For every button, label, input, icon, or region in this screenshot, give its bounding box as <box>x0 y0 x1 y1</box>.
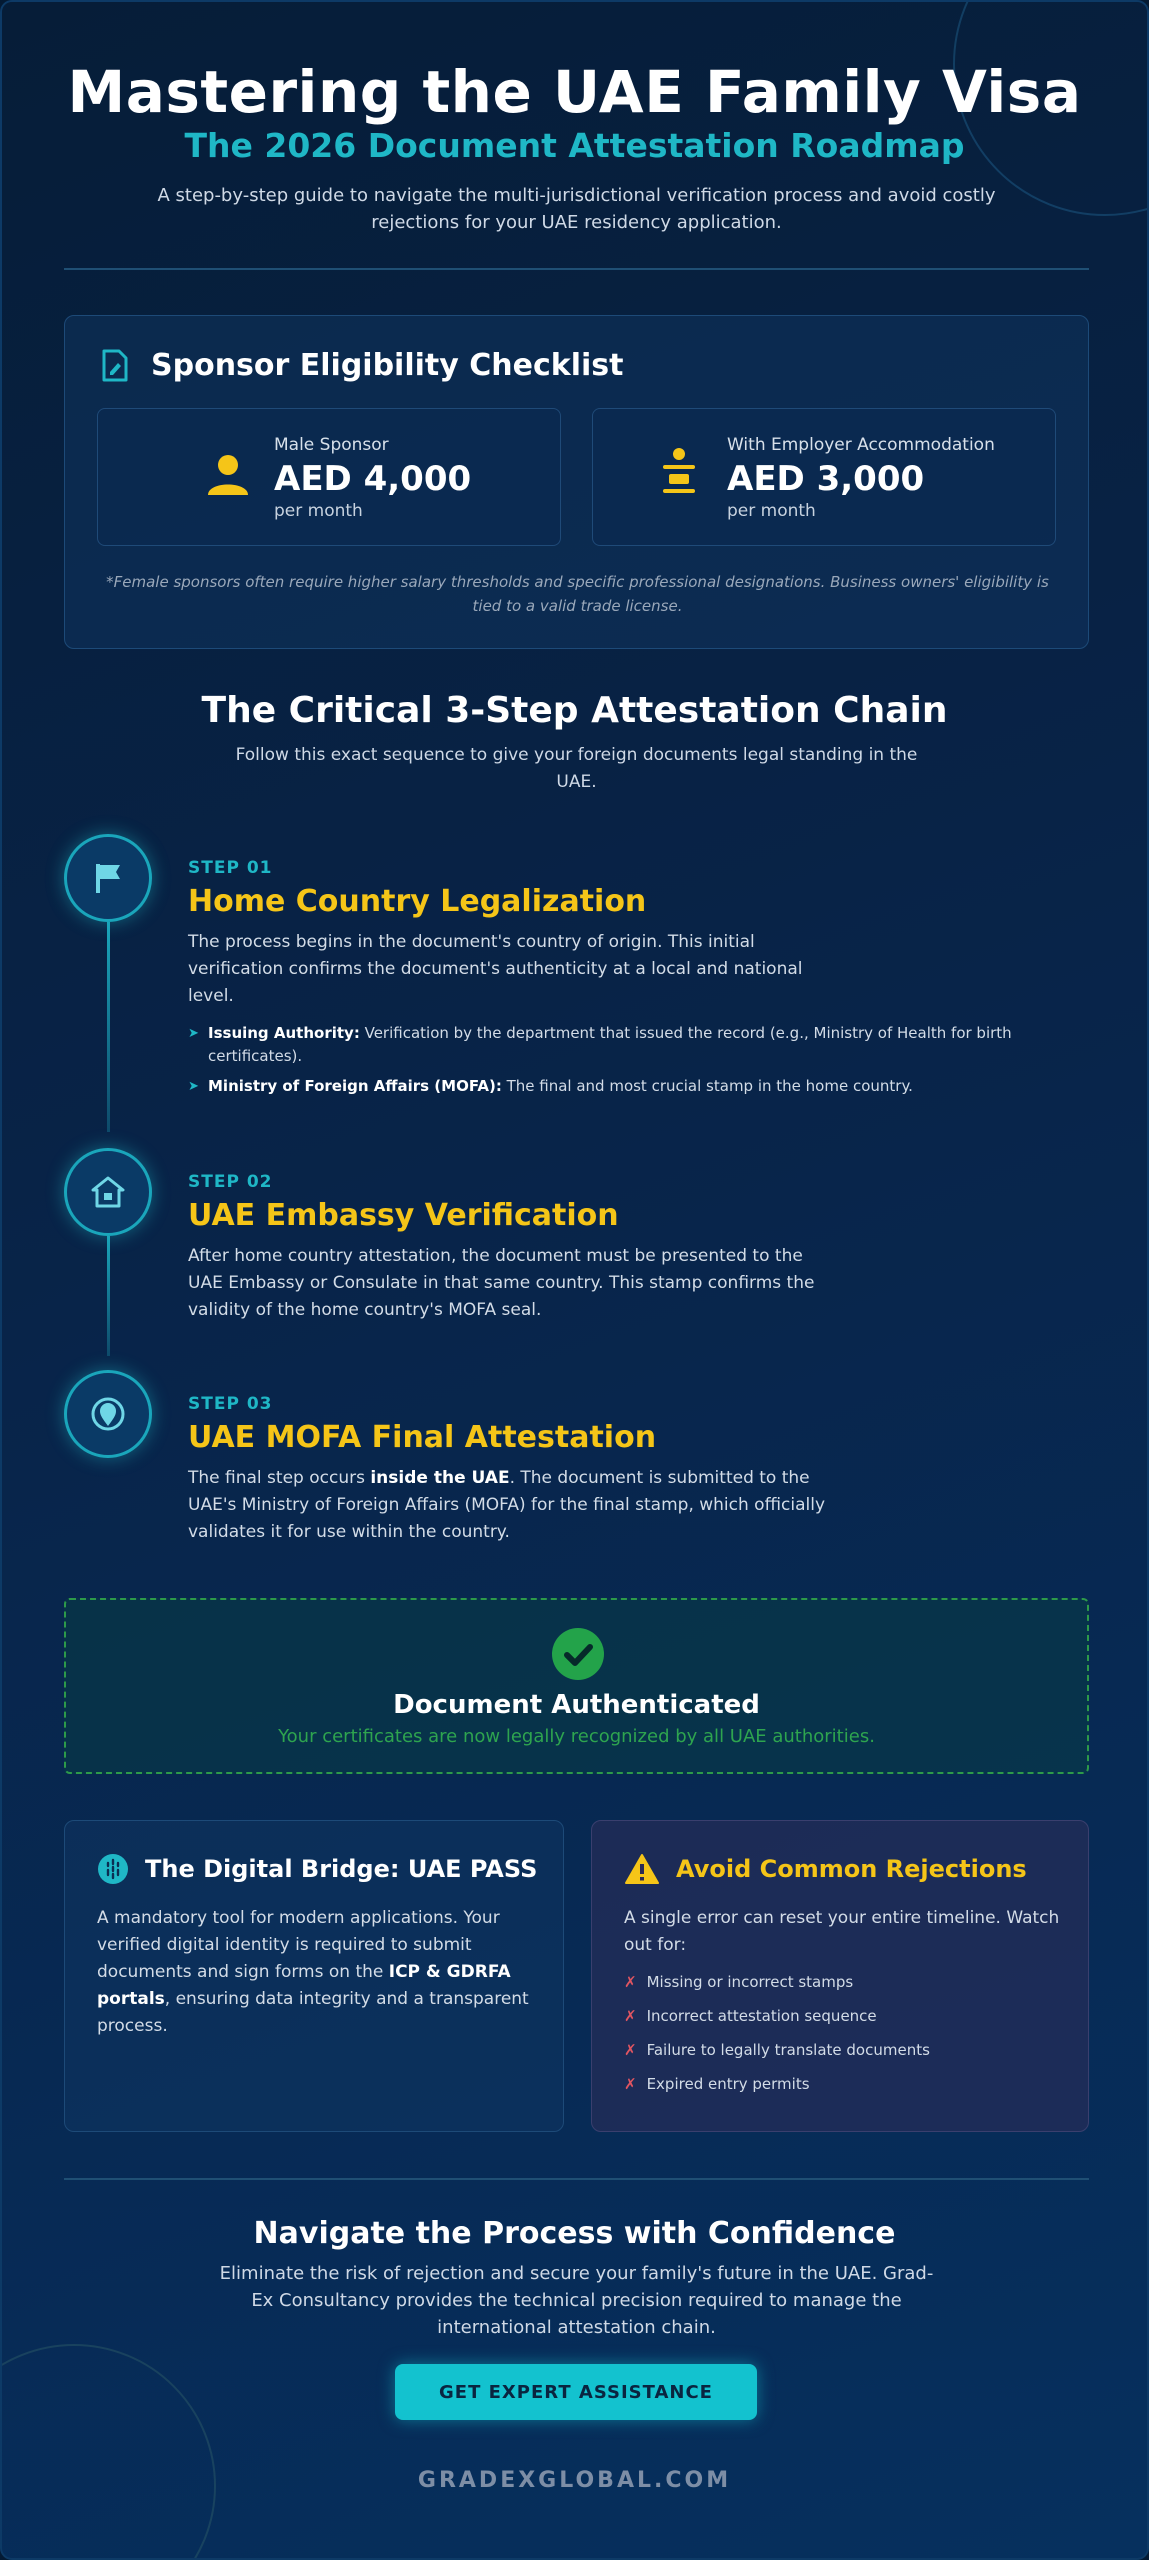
location-pin-icon <box>90 1396 126 1432</box>
step-1-bullets <box>188 1022 1078 1098</box>
authenticated-title: Document Authenticated <box>393 1690 760 1720</box>
sponsor-eligibility-card <box>64 315 1089 649</box>
sponsor-label: With Employer Accommodation <box>727 435 995 455</box>
male-sponsor-box <box>97 408 561 546</box>
timeline-connector <box>107 922 110 1132</box>
page-subtitle: The 2026 Document Attestation Roadmap <box>184 126 965 165</box>
uae-pass-text: , ensuring data integrity and a transparent process. <box>97 1989 529 2036</box>
checklist-title: Sponsor Eligibility Checklist <box>151 348 624 383</box>
cross-icon: ✗ <box>624 2007 637 2025</box>
step-2-marker <box>64 1148 152 1236</box>
page-title: Mastering the UAE Family Visa <box>67 58 1082 126</box>
uae-pass-card <box>64 1820 564 2132</box>
step-description-text: The final step occurs <box>188 1468 371 1488</box>
bullet-text: The final and most crucial stamp in the home country. <box>501 1077 913 1095</box>
bullet-label: Issuing Authority: <box>208 1024 360 1042</box>
timeline-connector <box>107 1236 110 1356</box>
rejections-title: Avoid Common Rejections <box>676 1855 1027 1883</box>
fingerprint-icon <box>97 1853 129 1885</box>
step-title: UAE Embassy Verification <box>188 1198 619 1233</box>
uae-pass-text: A mandatory tool for modern applications. Your verified digital identity is required to submit documents and sign forms on the <box>97 1908 500 1982</box>
list-item <box>624 2039 1064 2061</box>
footer-website[interactable]: GRADEXGLOBAL.COM <box>417 2468 732 2493</box>
step-number: STEP 03 <box>188 1394 273 1414</box>
step-3-marker <box>64 1370 152 1458</box>
check-circle-icon <box>552 1628 604 1680</box>
arrow-icon: ➤ <box>188 1026 199 1041</box>
step-1 <box>188 858 1078 1105</box>
uae-pass-body <box>97 1905 537 2040</box>
bullet-text: Verification by the department that issued the record (e.g., Ministry of Health for birth certificates). <box>208 1024 1012 1065</box>
bullet-label: Ministry of Foreign Affairs (MOFA): <box>208 1077 502 1095</box>
list-item <box>188 1022 1068 1068</box>
list-item <box>624 1971 1064 1993</box>
step-number: STEP 01 <box>188 858 273 878</box>
get-expert-assistance-button[interactable]: GET EXPERT ASSISTANCE <box>395 2364 757 2420</box>
decorative-circle-bottom <box>0 2344 216 2560</box>
embassy-icon <box>91 1176 125 1208</box>
step-1-marker <box>64 834 152 922</box>
step-description: After home country attestation, the document must be presented to the UAE Embassy or Consulate in that same country. This stamp confirms the validity of the home country's MOFA seal. <box>188 1246 815 1320</box>
step-description-text: . The document is submitted to the UAE's Ministry of Foreign Affairs (MOFA) for the final stamp, which officially validates it for use within the country. <box>188 1468 826 1542</box>
common-rejections-card <box>591 1820 1089 2132</box>
list-item <box>624 2005 1064 2027</box>
rejection-text: Incorrect attestation sequence <box>646 2007 877 2025</box>
step-number: STEP 02 <box>188 1172 273 1192</box>
rejection-text: Missing or incorrect stamps <box>646 1973 854 1991</box>
divider <box>64 2178 1089 2180</box>
sponsor-amount: AED 4,000 <box>274 459 472 499</box>
sponsor-period: per month <box>274 501 363 521</box>
document-authenticated-box <box>64 1598 1089 1774</box>
divider <box>64 268 1089 270</box>
step-description <box>188 1465 828 1546</box>
chain-subtitle: Follow this exact sequence to give your foreign documents legal standing in the UAE. <box>235 745 918 792</box>
authenticated-subtitle: Your certificates are now legally recognized by all UAE authorities. <box>278 1726 875 1747</box>
list-item <box>188 1075 1068 1098</box>
rejections-intro: A single error can reset your entire timeline. Watch out for: <box>624 1908 1060 1955</box>
chain-title: The Critical 3-Step Attestation Chain <box>201 690 948 731</box>
uae-pass-title: The Digital Bridge: UAE PASS <box>145 1855 538 1883</box>
step-2 <box>188 1172 1078 1324</box>
flag-icon <box>92 861 124 895</box>
warning-icon <box>624 1853 660 1885</box>
step-3 <box>188 1394 1078 1546</box>
sponsor-period: per month <box>727 501 816 521</box>
step-title: Home Country Legalization <box>188 884 647 919</box>
step-description: The process begins in the document's country of origin. This initial verification confirms the document's authenticity at a local and national level. <box>188 932 803 1006</box>
person-desk-icon <box>659 447 699 507</box>
cross-icon: ✗ <box>624 2075 637 2093</box>
sponsor-amount: AED 3,000 <box>727 459 925 499</box>
step-description-emphasis: inside the UAE <box>370 1468 510 1488</box>
sponsor-label: Male Sponsor <box>274 435 389 455</box>
arrow-icon: ➤ <box>188 1079 199 1094</box>
eligibility-note: *Female sponsors often require higher salary thresholds and specific professional designations. Business owners' eligibility is tied to a valid trade license. <box>106 573 1049 615</box>
person-icon <box>206 453 250 497</box>
list-item <box>624 2073 1064 2095</box>
employer-accommodation-box <box>592 408 1056 546</box>
checklist-header <box>101 348 623 383</box>
uae-pass-emphasis: ICP & GDRFA portals <box>97 1962 511 2009</box>
cross-icon: ✗ <box>624 2041 637 2059</box>
page-intro: A step-by-step guide to navigate the multi-jurisdictional verification process and avoid costly rejections for your UAE residency application. <box>157 185 996 233</box>
rejection-text: Expired entry permits <box>646 2075 810 2093</box>
step-title: UAE MOFA Final Attestation <box>188 1420 657 1455</box>
rejections-body <box>624 1905 1064 2095</box>
cta-body: Eliminate the risk of rejection and secure your family's future in the UAE. Grad-Ex Consultancy provides the technical precision required to manage the international attestation chain. <box>219 2263 934 2338</box>
document-edit-icon <box>101 349 129 383</box>
cross-icon: ✗ <box>624 1973 637 1991</box>
rejection-text: Failure to legally translate documents <box>646 2041 930 2059</box>
cta-title: Navigate the Process with Confidence <box>253 2216 896 2251</box>
